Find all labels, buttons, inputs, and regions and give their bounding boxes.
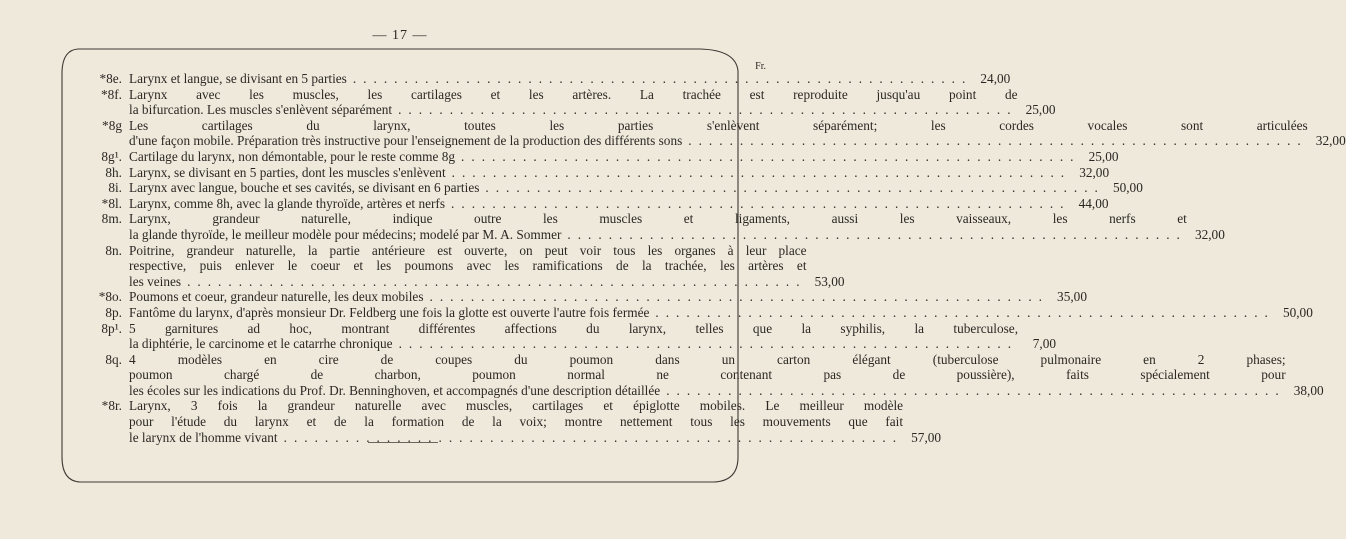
- entry-description: [129, 165, 1109, 181]
- description-text: les veines: [129, 273, 182, 289]
- description-text: Larynx, comme 8h, avec la glande thyroïde, artères et nerfs: [129, 195, 446, 211]
- description-text: la diphtérie, le carcinome et le catarrhe chronique: [129, 336, 393, 352]
- description-line: [129, 243, 845, 259]
- dot-leader: ............................................................: [688, 133, 1308, 149]
- catalog-entry: [74, 117, 1346, 149]
- description-line: [129, 305, 1313, 321]
- entry-price: 50,00: [1282, 304, 1313, 320]
- entry-code: 8m.: [101, 211, 122, 227]
- description-text: Larynx, se divisant en 5 parties, dont les muscles s'enlèvent: [129, 164, 446, 180]
- entry-price: 24,00: [980, 71, 1011, 86]
- entry-description: [129, 87, 1056, 118]
- price-spacer: [903, 414, 941, 430]
- catalog-entry: [74, 398, 942, 445]
- dot-leader: ............................................................: [666, 382, 1286, 398]
- entry-description: [129, 352, 1324, 399]
- description-text: Larynx avec langue, bouche et ses cavités, se divisant en 6 parties: [129, 180, 480, 196]
- description-text: la glande thyroïde, le meilleur modèle pour médecins; modelé par M. A. Sommer: [129, 226, 562, 242]
- description-text: Cartilage du larynx, non démontable, pour le reste comme 8g: [129, 148, 456, 164]
- description-line: [129, 430, 941, 446]
- dot-leader: ............................................................: [655, 304, 1275, 320]
- description-line: [129, 383, 1324, 399]
- entry-description: [129, 398, 941, 445]
- entry-price: 53,00: [814, 273, 845, 289]
- entry-price: 7,00: [1032, 336, 1057, 352]
- description-text: Larynx avec les muscles, les cartilages et les artères. La trachée est reproduite jusqu'au point de: [129, 86, 1018, 102]
- catalog-entry: [74, 164, 1110, 181]
- description-line: [129, 274, 845, 290]
- entry-code: *8r.: [101, 398, 122, 414]
- dot-leader: ............................................................: [429, 289, 1049, 305]
- entry-code: *8l.: [101, 195, 122, 211]
- description-line: [129, 227, 1225, 243]
- catalog-entry: [74, 86, 1056, 118]
- entry-code: *8e.: [99, 71, 122, 86]
- end-rule: [368, 442, 438, 443]
- dot-leader: ............................................................: [283, 429, 904, 445]
- entry-price: 35,00: [1057, 289, 1087, 305]
- description-line: [129, 258, 845, 274]
- description-text: la bifurcation. Les muscles s'enlèvent séparément: [129, 102, 393, 118]
- description-text: le larynx de l'homme vivant: [129, 429, 278, 445]
- entry-code: 8i.: [108, 180, 122, 196]
- entry-description: [129, 321, 1056, 352]
- description-text: pour l'étude du larynx et de la formation de la voix; montre nettement tous les mouvements que fait: [129, 414, 904, 430]
- price-spacer: [1187, 211, 1225, 227]
- price-spacer: [807, 258, 845, 274]
- catalog-entry: [74, 211, 1225, 242]
- catalog-entry: [74, 351, 1324, 399]
- description-text: Larynx, grandeur naturelle, indique outre les muscles et ligaments, aussi les vaisseaux, les nerfs et: [129, 211, 1187, 227]
- entry-code: *8g: [102, 117, 122, 133]
- description-line: [129, 180, 1143, 196]
- entry-code: 8n.: [105, 242, 122, 258]
- description-line: [129, 367, 1324, 383]
- entry-code: *8f.: [100, 86, 122, 102]
- description-line: [129, 414, 941, 430]
- entry-price: 32,00: [1194, 226, 1225, 242]
- description-line: [129, 211, 1225, 227]
- price-spacer: [903, 398, 941, 414]
- description-line: [129, 165, 1109, 181]
- description-text: respective, puis enlever le coeur et les poumons avec les ramifications de la trachée, les artères et: [129, 258, 807, 274]
- price-spacer: [1286, 367, 1324, 383]
- dot-leader: ............................................................: [567, 226, 1187, 242]
- entry-description: [129, 289, 1087, 305]
- catalog-entry: [74, 148, 1119, 165]
- entry-price: 25,00: [1025, 102, 1056, 118]
- page-number: — 17 —: [372, 28, 428, 43]
- entry-description: [129, 305, 1313, 321]
- entry-price: 57,00: [911, 429, 942, 445]
- description-line: [129, 71, 1010, 87]
- catalog-list: [74, 71, 1346, 445]
- entry-description: [129, 243, 845, 290]
- dot-leader: ............................................................: [187, 273, 807, 289]
- dot-leader: ............................................................: [398, 336, 1019, 352]
- catalog-entry: [74, 320, 1057, 352]
- entry-code: 8q.: [105, 351, 122, 367]
- price-spacer: [1018, 321, 1056, 337]
- dot-leader: ............................................................: [485, 180, 1105, 196]
- description-text: Poumons et coeur, grandeur naturelle, les deux mobiles: [129, 289, 424, 305]
- description-text: Larynx, 3 fois la grandeur naturelle avec muscles, cartilages et épiglotte mobiles. Le meilleur modèle: [129, 398, 904, 414]
- description-line: [129, 321, 1056, 337]
- dot-leader: ............................................................: [352, 71, 973, 86]
- description-text: 4 modèles en cire de coupes du poumon dans un carton élégant (tuberculose pulmonaire en 2 phases;: [129, 351, 1286, 367]
- dot-leader: ............................................................: [451, 164, 1072, 180]
- entry-code: 8g¹.: [101, 148, 122, 164]
- price-spacer: [1308, 118, 1346, 134]
- description-line: [129, 118, 1346, 134]
- entry-description: [129, 196, 1109, 212]
- description-text: les écoles sur les indications du Prof. Dr. Benninghoven, et accompagnés d'une description détaillée: [129, 382, 661, 398]
- description-text: Larynx et langue, se divisant en 5 parties: [129, 71, 347, 86]
- description-line: [129, 289, 1087, 305]
- catalog-entry: [74, 289, 1087, 305]
- entry-price: 50,00: [1112, 180, 1143, 196]
- catalog-entry: [74, 242, 845, 290]
- dot-leader: ............................................................: [461, 148, 1081, 164]
- catalog-entry: [74, 304, 1313, 321]
- description-line: [129, 87, 1056, 103]
- price-spacer: [807, 243, 845, 259]
- entry-price: 38,00: [1293, 382, 1324, 398]
- catalog-entry: [74, 195, 1109, 212]
- entry-code: 8p.: [105, 304, 122, 320]
- description-text: Fantôme du larynx, d'après monsieur Dr. Feldberg une fois la glotte est ouverte l'autre fois fermée: [129, 304, 650, 320]
- entry-description: [129, 180, 1143, 196]
- entry-price: 32,00: [1079, 164, 1110, 180]
- description-line: [129, 149, 1119, 165]
- description-text: poumon chargé de charbon, poumon normal ne contenant pas de poussière), faits spécialement pour: [129, 367, 1286, 383]
- entry-description: [129, 149, 1119, 165]
- description-text: d'une façon mobile. Préparation très instructive pour l'enseignement de la production des différents sons: [129, 133, 683, 149]
- price-spacer: [1018, 87, 1056, 103]
- entry-price: 44,00: [1078, 195, 1109, 211]
- entry-description: [129, 118, 1346, 149]
- dot-leader: ............................................................: [451, 195, 1071, 211]
- description-text: Poitrine, grandeur naturelle, la partie antérieure est ouverte, on peut voir tous les organes à leur place: [129, 242, 807, 258]
- entry-code: 8p¹.: [101, 320, 122, 336]
- catalog-entry: [74, 180, 1143, 196]
- description-line: [129, 352, 1324, 368]
- description-line: [129, 336, 1056, 352]
- entry-description: [129, 211, 1225, 242]
- entry-code: *8o.: [98, 289, 122, 305]
- entry-description: [129, 71, 1010, 87]
- description-text: Les cartilages du larynx, toutes les parties s'enlèvent séparément; les cordes vocales sont articulées: [129, 117, 1308, 133]
- description-line: [129, 196, 1109, 212]
- price-spacer: [1286, 352, 1324, 368]
- entry-code: 8h.: [105, 164, 122, 180]
- entry-price: 32,00: [1315, 133, 1346, 149]
- catalog-entry: [74, 71, 1011, 87]
- entry-price: 25,00: [1088, 148, 1119, 164]
- description-line: [129, 102, 1056, 118]
- description-text: 5 garnitures ad hoc, montrant différentes affections du larynx, telles que la syphilis, la tuberculose,: [129, 320, 1019, 336]
- currency-label: Fr.: [755, 61, 766, 72]
- description-line: [129, 398, 941, 414]
- dot-leader: ............................................................: [398, 102, 1018, 118]
- description-line: [129, 133, 1346, 149]
